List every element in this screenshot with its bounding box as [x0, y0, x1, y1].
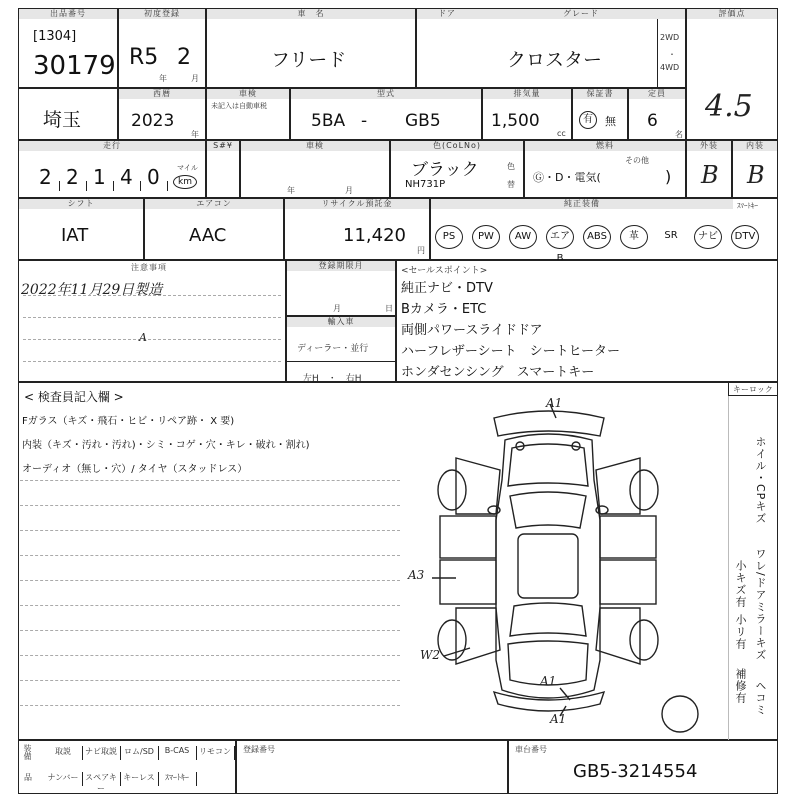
side-note-1: ホイル・CPキズ	[754, 436, 767, 525]
reg-no-cell	[236, 740, 508, 794]
side-note-3: 小キズ有	[734, 560, 747, 608]
footer-row-1	[44, 742, 234, 764]
color-name: ブラック	[411, 160, 479, 180]
audio-line: オーディオ（無し・穴）/ タイヤ（スタッドレス）	[22, 464, 248, 475]
side-note-4: 小リ有	[734, 614, 747, 650]
equip-item: ABS	[583, 225, 611, 249]
rear-window	[510, 603, 586, 636]
side-note-6: 補修有	[734, 668, 747, 704]
mileage-digit: 1	[93, 165, 106, 189]
inspection-year: 年	[287, 186, 295, 195]
first-reg-label: 初度登録	[119, 9, 205, 19]
chassis-number: GB5-3214554	[573, 761, 698, 782]
equip-item: 革	[620, 225, 648, 249]
footer-goods-label: 品	[24, 773, 32, 782]
fuel-close: )	[665, 167, 672, 186]
left-front-door	[440, 516, 496, 558]
capacity-unit: 名	[675, 130, 683, 139]
model-code: GB5	[405, 111, 441, 131]
inspect-note: 未記入は自動車税	[211, 102, 267, 110]
cc-label: 排気量	[483, 89, 571, 99]
mile-unit: マイル	[177, 164, 198, 172]
mileage-digit: 2	[66, 165, 79, 189]
model-dash: -	[361, 111, 368, 131]
footer-item: ロム/SD	[120, 746, 159, 760]
damage-mark-front: A1	[546, 396, 563, 410]
shift-label: シフト	[19, 199, 143, 209]
first-reg-year-unit: 年	[159, 74, 167, 83]
damage-mark-left: A3	[408, 568, 425, 582]
car-name: フリード	[271, 49, 347, 71]
warranty-no: 無	[605, 115, 616, 128]
caution-text: 2022年11月29日製造	[21, 282, 163, 298]
inspect-label: 車検	[207, 89, 289, 99]
left-front-wheel	[438, 470, 466, 510]
exterior-label: 外装	[687, 141, 731, 151]
km-unit: km	[173, 175, 197, 189]
sales-point: 純正ナビ・DTV	[401, 281, 493, 296]
drive-dot: ・	[668, 50, 676, 59]
windshield	[510, 492, 586, 528]
fuel-other: その他	[625, 156, 649, 165]
left-rear-door	[440, 560, 496, 604]
side-note-5: ヘコミ	[754, 680, 767, 716]
damage-mark-rear: A1	[540, 674, 557, 688]
model-prefix: 5BA	[311, 111, 346, 131]
fuel-label: 燃料	[525, 141, 685, 151]
car-body	[496, 434, 600, 698]
side-note-2: ワレ/ドアミラーキズ	[754, 548, 767, 661]
footer-item: キーレス	[120, 772, 159, 786]
equip-extra-label: ｽﾏｰﾄｷｰ	[737, 202, 758, 210]
equip-item: PW	[472, 225, 500, 249]
interior-label: 内装	[733, 141, 777, 151]
front-bumper	[494, 411, 604, 436]
color-side-1: 色	[507, 162, 515, 171]
model-year: 2023	[131, 111, 175, 131]
equip-item: エアB	[546, 225, 574, 249]
right-front-wheel	[630, 470, 658, 510]
damage-mark-wheel: W2	[420, 648, 440, 662]
capacity: 6	[647, 111, 658, 131]
sales-point: 両側パワースライドドア	[401, 323, 543, 338]
interior-grade: B	[747, 161, 765, 189]
callout-rear	[560, 688, 570, 700]
import-label: 輸入車	[287, 317, 395, 327]
lot-number: 30179	[33, 51, 116, 81]
equip-label: 純正装備	[431, 199, 733, 209]
footer-item: ナンバー	[44, 772, 83, 786]
lot-label: 出品番号	[19, 9, 117, 19]
first-reg-month-unit: 月	[191, 74, 199, 83]
import-dealer: ディーラー・並行	[297, 344, 369, 354]
mileage-digit: 2	[39, 165, 52, 189]
capacity-label: 定員	[629, 89, 685, 99]
model-label: 型式	[291, 89, 481, 99]
damage-mark-rear-bottom: A1	[550, 712, 567, 726]
warranty-label: 保証書	[573, 89, 627, 99]
drive-2wd: 2WD	[660, 33, 680, 42]
lot-bracket: [1304]	[33, 29, 77, 44]
recycle-label: リサイクル預託金	[285, 199, 429, 209]
footer-item: ｽﾏｰﾄｷｰ	[158, 772, 197, 786]
fuel-options: Ⓖ・D・電気(	[533, 171, 601, 184]
sales-point: ホンダセンシング スマートキー	[401, 365, 595, 380]
warranty-yes: 有	[579, 111, 597, 129]
color-code: NH731P	[405, 179, 446, 190]
left-rear-fender	[456, 608, 500, 664]
right-front-door	[600, 516, 656, 558]
reg-no-label: 登録番号	[243, 745, 275, 754]
doors-label: ドア	[417, 9, 477, 19]
caution-label: 注意事項	[99, 263, 199, 273]
equip-item: DTV	[731, 225, 759, 249]
footer-item: リモコン	[196, 746, 235, 760]
ac-label: エアコン	[145, 199, 283, 209]
footer-item: B-CAS	[158, 746, 197, 760]
inspector-title: < 検査員記入欄 >	[24, 390, 124, 404]
reg-month: 月	[333, 304, 341, 313]
glass-line: Fガラス（キズ・飛石・ヒビ・リペア跡・ X 要)	[22, 416, 235, 427]
chassis-label: 車台番号	[515, 745, 547, 754]
score-value: 4.5	[705, 89, 753, 124]
mileage-digit: 4	[120, 165, 133, 189]
equip-item: SR	[664, 230, 678, 241]
recycle: 11,420	[343, 225, 406, 246]
cc-unit: cc	[557, 129, 566, 138]
first-reg-month: 2	[177, 45, 191, 70]
footer-item: ナビ取説	[82, 746, 121, 760]
grade-label: グレード	[477, 9, 685, 19]
reg-day: 日	[385, 304, 393, 313]
rear-bumper	[494, 692, 604, 711]
footer-item: 取説	[44, 746, 83, 760]
grade: クロスター	[507, 49, 603, 71]
right-rear-door	[600, 560, 656, 604]
drive-4wd: 4WD	[660, 63, 680, 72]
footer-equip-label: 装備	[23, 744, 32, 760]
mileage-label: 走行	[19, 141, 205, 151]
mileage-digit: 0	[147, 165, 160, 189]
chassis-cell	[508, 740, 778, 794]
exterior-grade: B	[701, 161, 719, 189]
inspection-month: 月	[345, 186, 353, 195]
callout-wheel	[444, 648, 470, 656]
interior-line: 内装（キズ・汚れ・汚れ)・シミ・コゲ・穴・キレ・破れ・割れ)	[22, 440, 310, 451]
shift: IAT	[61, 225, 89, 246]
import-hand: 左H ・ 右H	[303, 374, 362, 384]
sales-point: Bカメラ・ETC	[401, 302, 487, 317]
pref: 埼玉	[43, 109, 82, 131]
sales-point: ハーフレザーシート シートヒーター	[401, 344, 621, 359]
recycle-unit: 円	[417, 246, 425, 255]
year-label: 西暦	[119, 89, 205, 99]
model-year-unit: 年	[191, 130, 199, 139]
equip-item: PS	[435, 225, 463, 249]
sub-label: S#¥	[207, 141, 239, 151]
color-label: 色(CoLNo)	[391, 141, 523, 151]
inspection-label: 車検	[241, 141, 389, 151]
caution-mark: A	[139, 331, 147, 344]
score-label: 評価点	[687, 9, 777, 19]
reg-deadline-label: 登録期限月	[287, 261, 395, 271]
sales-label: <セールスポイント>	[401, 266, 488, 276]
ac: AAC	[189, 225, 227, 246]
cc-value: 1,500	[491, 111, 540, 131]
footer-row-2	[44, 768, 234, 793]
right-rear-fender	[596, 608, 640, 664]
spare-tire	[662, 696, 698, 732]
car-name-label: 車 名	[207, 9, 415, 19]
right-rear-wheel	[630, 620, 658, 660]
footer-item: スペアキー	[82, 772, 121, 786]
equip-item: AW	[509, 225, 537, 249]
car-roof	[518, 534, 578, 598]
first-reg-era: R5	[129, 45, 159, 70]
equip-item: ナビ	[694, 225, 722, 249]
key-lock-label: キーロック	[733, 385, 773, 394]
color-side-2: 替	[507, 180, 515, 189]
